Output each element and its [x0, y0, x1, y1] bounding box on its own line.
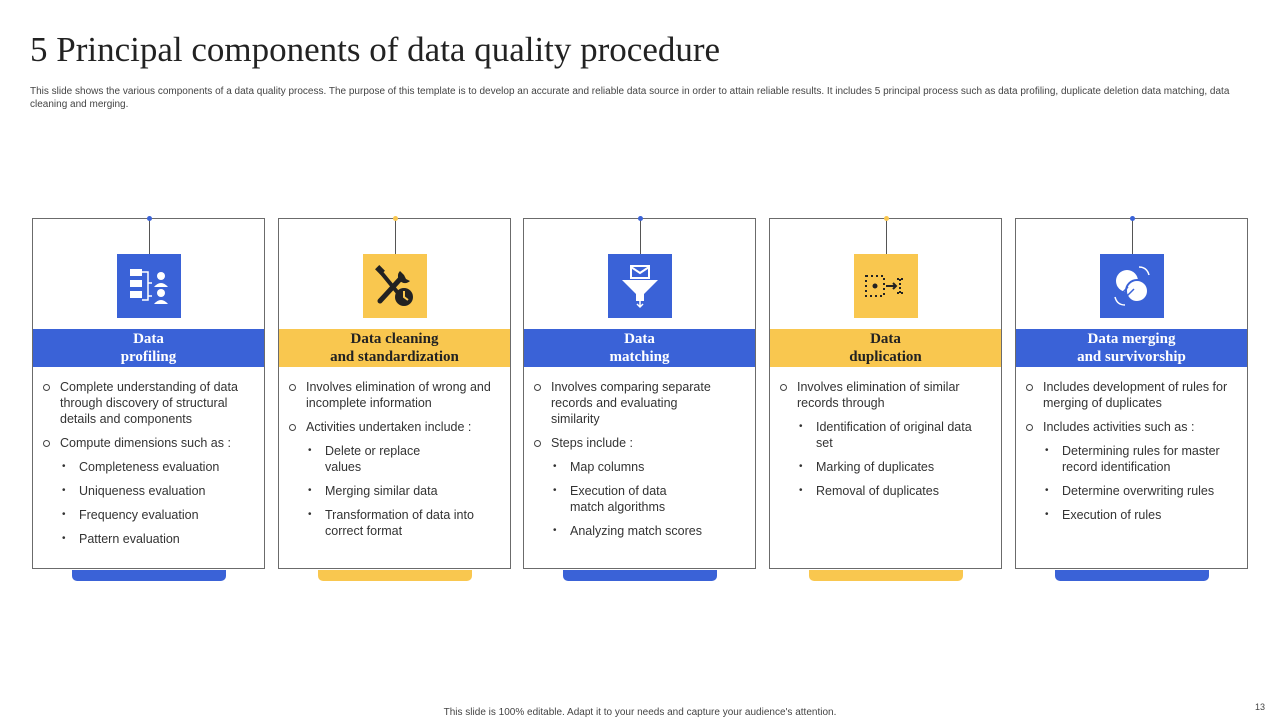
connector-dot: [147, 216, 152, 221]
card-data-matching: [523, 218, 756, 569]
sub-list-item: • Determine overwriting rules: [1043, 483, 1233, 499]
duplicate-icon: [854, 254, 918, 318]
card-heading-line1: Data: [133, 331, 164, 347]
sub-list-item: • Transformation of data into correct format: [306, 507, 496, 539]
connector-dot: [638, 216, 643, 221]
card-heading: [33, 329, 264, 367]
card-heading-line2: profiling: [120, 349, 177, 365]
card-heading: [524, 329, 755, 367]
sub-list-item: • Frequency evaluation: [60, 507, 250, 523]
card-heading-line2: and survivorship: [1077, 349, 1186, 365]
card-body: [279, 379, 510, 547]
sub-list-item: [551, 483, 741, 515]
card-body: [770, 379, 1001, 507]
footer-note: This slide is 100% editable. Adapt it to your needs and capture your audience's attention.: [443, 707, 837, 718]
card-heading-line1: Data merging: [1087, 331, 1176, 347]
connector-line: [149, 219, 150, 255]
data-profile-icon: [117, 254, 181, 318]
sub-list-item: • Merging similar data: [306, 483, 496, 499]
sub-list-item: • Identification of original data set: [797, 419, 987, 451]
card-bottom-bar: [809, 570, 963, 581]
point-text: Involves comparing separate records and evaluating similarity: [551, 380, 711, 426]
sub-list-item: • Map columns: [551, 459, 741, 475]
list-item: [532, 435, 741, 539]
card-body: [1016, 379, 1247, 531]
list-item: [41, 379, 250, 427]
connector-dot: [1130, 216, 1135, 221]
card-bottom-bar: [72, 570, 226, 581]
point-text: Includes activities such as :: [1043, 420, 1195, 434]
connector-line: [1132, 219, 1133, 255]
list-item: [778, 379, 987, 499]
connector-dot: [393, 216, 398, 221]
point-text: Activities undertaken include :: [306, 420, 472, 434]
list-item: [41, 435, 250, 547]
card-body: [524, 379, 755, 547]
connector-dot: [884, 216, 889, 221]
card-heading: [279, 329, 510, 367]
point-text: Complete understanding of data through discovery of structural details and components: [60, 380, 238, 426]
card-heading: [770, 329, 1001, 367]
point-text: Compute dimensions such as :: [60, 436, 231, 450]
tools-icon: [363, 254, 427, 318]
card-data-cleaning: [278, 218, 511, 569]
card-bottom-bar: [1055, 570, 1209, 581]
sub-list-item: • Removal of duplicates: [797, 483, 987, 499]
sub-list-item: [306, 443, 496, 475]
card-heading-line1: Data: [624, 331, 655, 347]
card-data-duplication: [769, 218, 1002, 569]
point-text: Steps include :: [551, 436, 633, 450]
list-item: [1024, 419, 1233, 523]
sub-item-text: Delete or replace values: [325, 444, 421, 474]
card-heading-line1: Data cleaning: [350, 331, 439, 347]
slide-description: This slide shows the various components of a data quality process. The purpose of this template is to develop an accurate and reliable data source in order to attain reliable results. It includes 5 principal process such as data profiling, duplicate deletion data matching, data cleaning and merging.: [30, 86, 1230, 110]
point-text: Involves elimination of wrong and incomplete information: [306, 380, 491, 410]
sub-item-text: Execution of data match algorithms: [570, 484, 667, 514]
sub-list-item: • Analyzing match scores: [551, 523, 741, 539]
merge-icon: [1100, 254, 1164, 318]
connector-line: [640, 219, 641, 255]
point-text: Involves elimination of similar records through: [797, 380, 960, 410]
connector-line: [395, 219, 396, 255]
card-heading-line2: duplication: [849, 349, 922, 365]
funnel-icon: [608, 254, 672, 318]
card-heading-line1: Data: [870, 331, 901, 347]
sub-list-item: • Determining rules for master record identification: [1043, 443, 1233, 475]
list-item: [287, 419, 496, 539]
list-item: [287, 379, 496, 411]
card-bottom-bar: [318, 570, 472, 581]
card-heading: [1016, 329, 1247, 367]
card-body: [33, 379, 264, 555]
page-title: 5 Principal components of data quality procedure: [30, 30, 721, 69]
sub-list-item: • Uniqueness evaluation: [60, 483, 250, 499]
card-data-merging: [1015, 218, 1248, 569]
card-heading-line2: and standardization: [330, 349, 459, 365]
sub-list-item: • Execution of rules: [1043, 507, 1233, 523]
point-text: Includes development of rules for merging of duplicates: [1043, 380, 1228, 410]
sub-list-item: • Pattern evaluation: [60, 531, 250, 547]
card-data-profiling: [32, 218, 265, 569]
card-heading-line2: matching: [609, 349, 670, 365]
card-bottom-bar: [563, 570, 717, 581]
sub-list-item: • Marking of duplicates: [797, 459, 987, 475]
list-item: [532, 379, 741, 427]
sub-list-item: • Completeness evaluation: [60, 459, 250, 475]
list-item: [1024, 379, 1233, 411]
connector-line: [886, 219, 887, 255]
page-number: 13: [1254, 702, 1265, 712]
